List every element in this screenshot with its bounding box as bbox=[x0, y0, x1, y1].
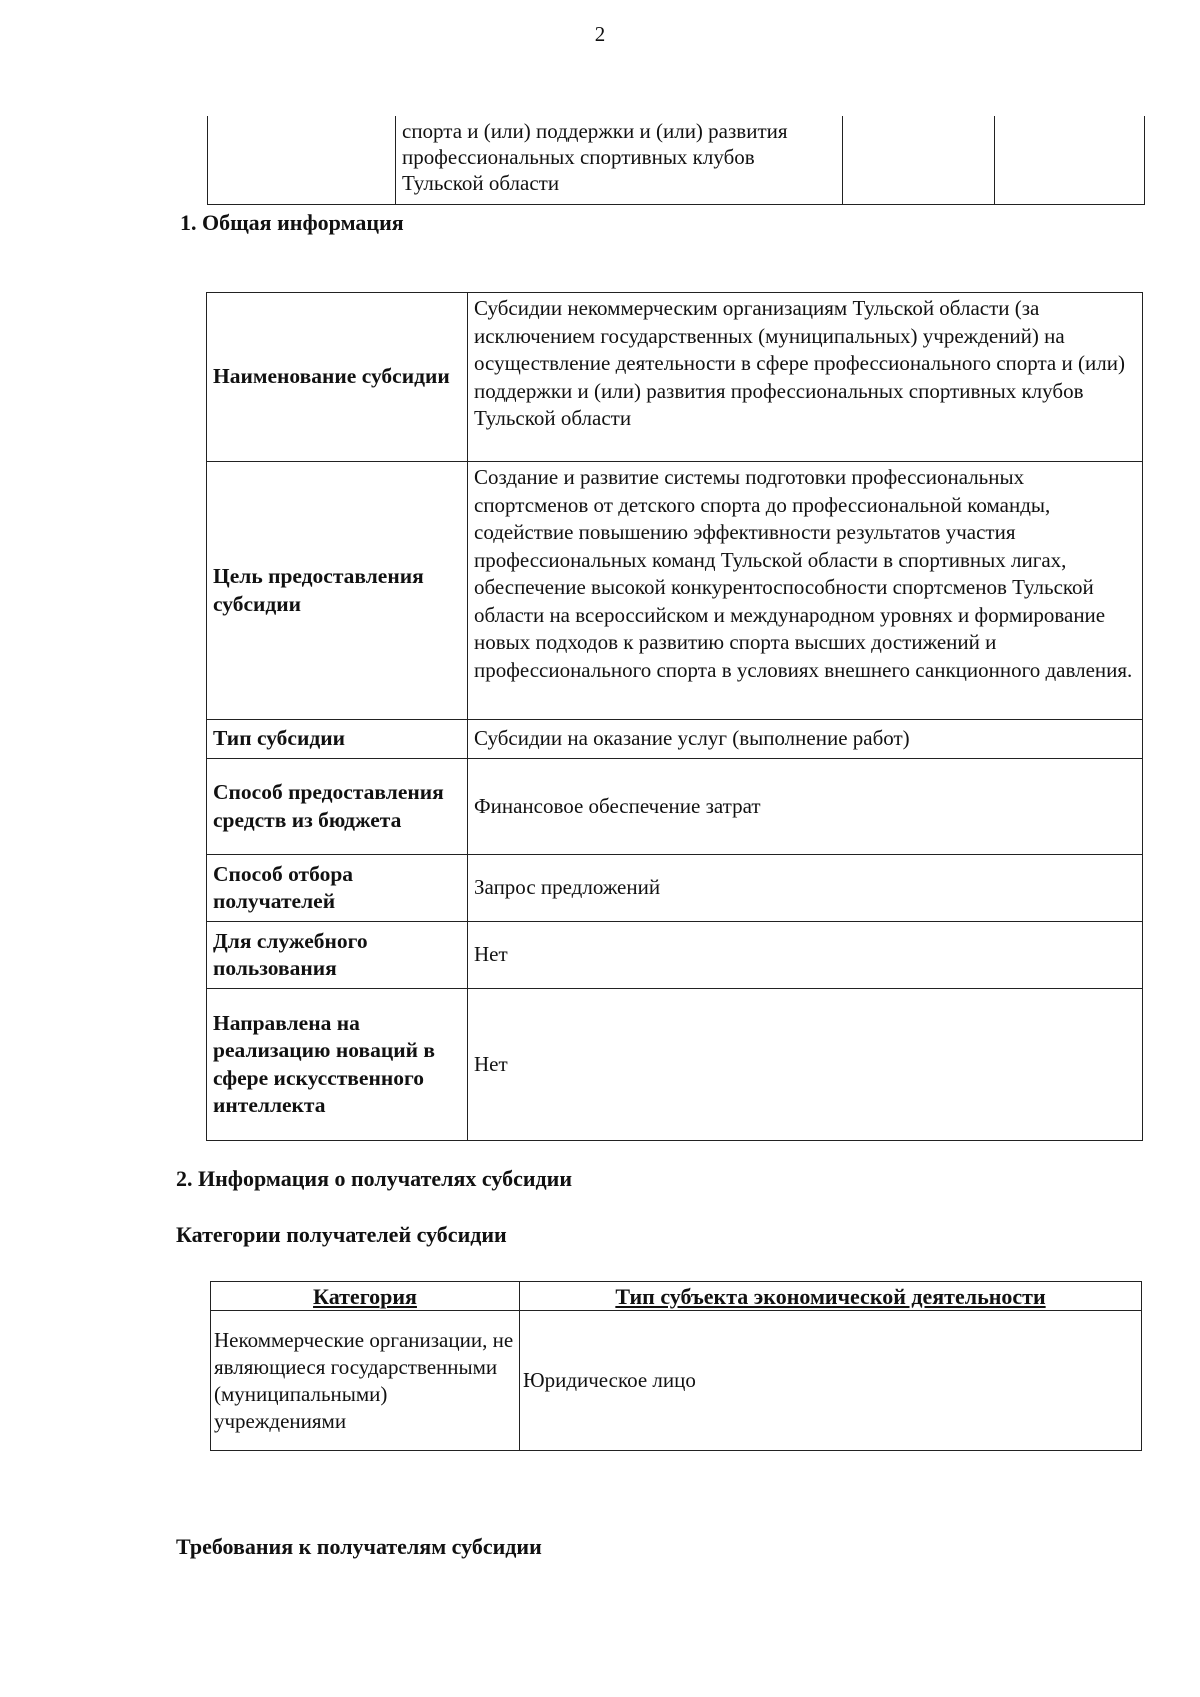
row-label: Способ отбора получателей bbox=[207, 855, 468, 922]
table-row bbox=[207, 293, 1143, 462]
table-row bbox=[207, 462, 1143, 720]
row-value: Финансовое обеспечение затрат bbox=[468, 759, 1143, 855]
continuation-table bbox=[207, 116, 1145, 205]
categories-table bbox=[210, 1281, 1142, 1451]
row-label: Для служебного пользования bbox=[207, 922, 468, 989]
table-cell: Юридическое лицо bbox=[520, 1311, 1142, 1451]
table-cell-empty bbox=[995, 116, 1145, 205]
row-value: Субсидии на оказание услуг (выполнение работ) bbox=[468, 720, 1143, 759]
table-row bbox=[208, 116, 1145, 205]
row-value: Запрос предложений bbox=[468, 855, 1143, 922]
table-cell: Некоммерческие организации, не являющиеся государственными (муниципальными) учреждениями bbox=[211, 1311, 520, 1451]
row-label: Цель предоставления субсидии bbox=[207, 462, 468, 720]
section1-heading: 1. Общая информация bbox=[180, 210, 404, 235]
column-header: Категория bbox=[211, 1282, 520, 1311]
row-value: Субсидии некоммерческим организациям Тульской области (за исключением государственных (муниципальных) учреждений) на осуществление деятельности в сфере профессионального спорта и (или) поддержки и (или) развития профессиональных спортивных клубов Тульской области bbox=[468, 293, 1143, 462]
row-label: Наименование субсидии bbox=[207, 293, 468, 462]
table-cell-empty bbox=[208, 116, 396, 205]
general-info-table bbox=[206, 292, 1143, 1141]
table-cell-empty bbox=[843, 116, 995, 205]
requirements-heading: Требования к получателям субсидии bbox=[176, 1534, 542, 1559]
table-row bbox=[207, 989, 1143, 1141]
table-row bbox=[207, 855, 1143, 922]
table-row bbox=[211, 1311, 1142, 1451]
column-header: Тип субъекта экономической деятельности bbox=[520, 1282, 1142, 1311]
table-row bbox=[207, 922, 1143, 989]
row-value: Нет bbox=[468, 989, 1143, 1141]
table-cell-text: спорта и (или) поддержки и (или) развития профессиональных спортивных клубов Тульской области bbox=[396, 116, 843, 205]
row-label: Направлена на реализацию новаций в сфере искусственного интеллекта bbox=[207, 989, 468, 1141]
row-value: Нет bbox=[468, 922, 1143, 989]
row-value: Создание и развитие системы подготовки профессиональных спортсменов от детского спорта до профессиональной команды, содействие повышению эффективности результатов участия профессиональных команд Тульской области в спортивных лигах, обеспечение высокой конкурентоспособности спортсменов Тульской области на всероссийском и международном уровнях и формирование новых подходов к развитию спорта высших достижений и профессионального спорта в условиях внешнего санкционного давления. bbox=[468, 462, 1143, 720]
table-header-row bbox=[211, 1282, 1142, 1311]
row-label: Тип субсидии bbox=[207, 720, 468, 759]
table-row bbox=[207, 720, 1143, 759]
section2-heading: 2. Информация о получателях субсидии bbox=[176, 1166, 572, 1191]
row-label: Способ предоставления средств из бюджета bbox=[207, 759, 468, 855]
table-row bbox=[207, 759, 1143, 855]
categories-heading: Категории получателей субсидии bbox=[176, 1222, 507, 1247]
page-number: 2 bbox=[594, 22, 606, 46]
